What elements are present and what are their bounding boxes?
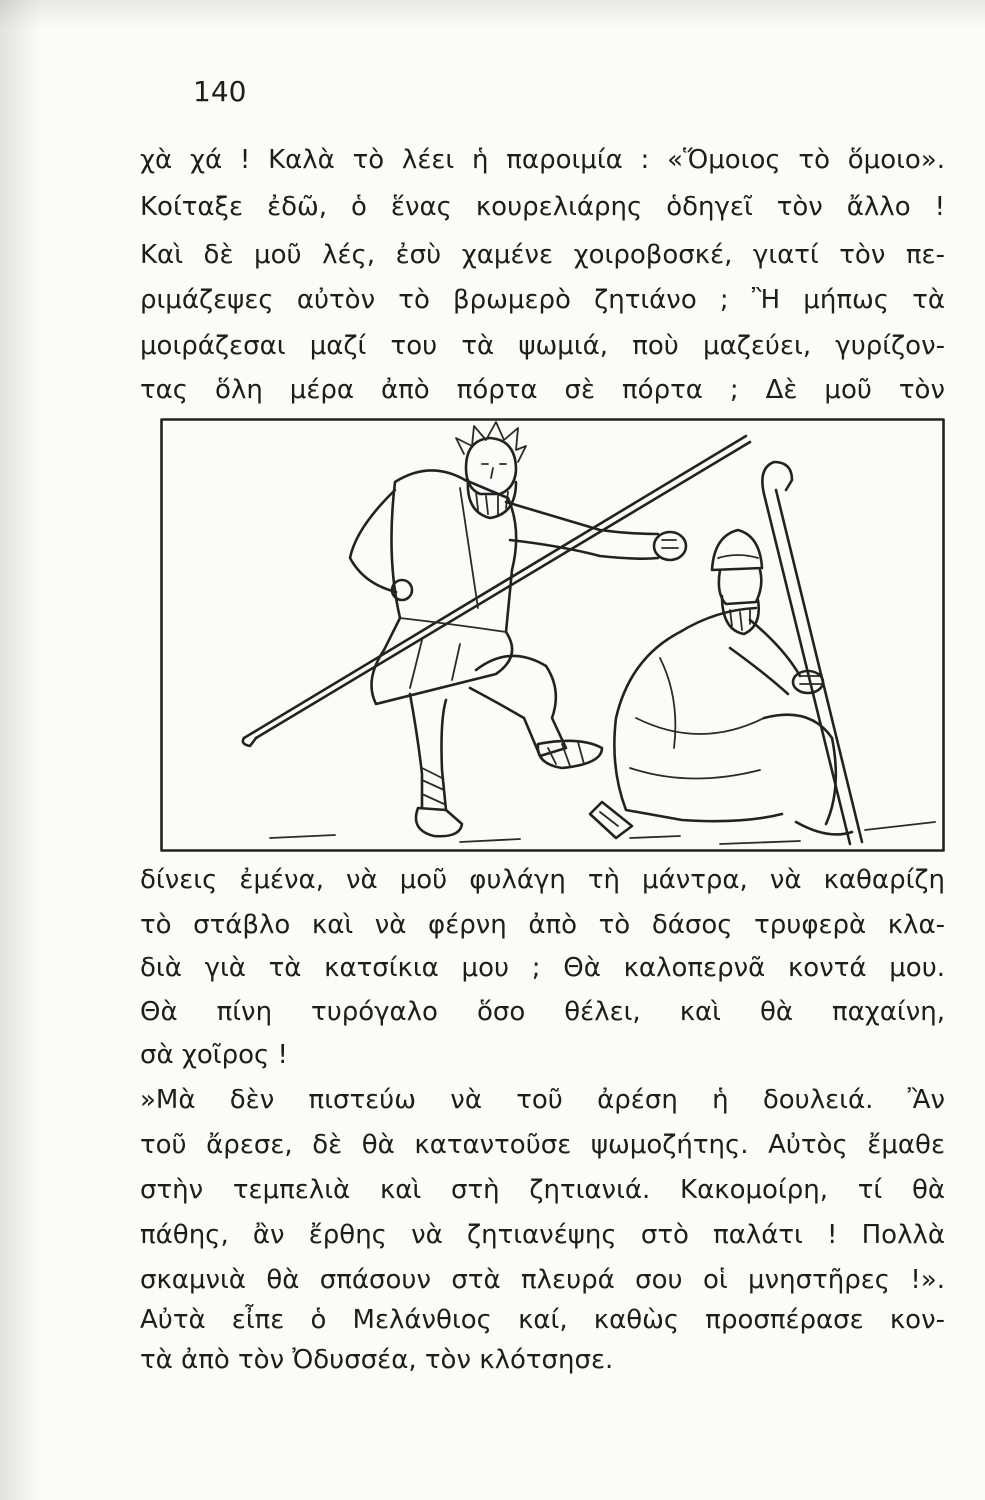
right-arm [506,502,658,534]
long-staff [244,436,746,738]
text-line: τὰ ἀπὸ τὸν Ὀδυσσέα, τὸν κλότσησε. [140,1345,614,1375]
illustration-border [162,420,944,851]
feet [796,822,852,834]
text-line: Αὐτὰ εἶπε ὁ Μελάνθιος καί, καθὼς προσπέρασε κον- [140,1305,945,1335]
hunched-body [614,608,782,821]
text-line: σὰ χοῖρος ! [140,1040,288,1070]
text-line: δίνεις ἐμένα, νὰ μοῦ φυλάγη τὴ μάντρα, νὰ καθαρίζη [140,865,945,895]
knee-and-shin [764,715,836,824]
text-line: Καὶ δὲ μοῦ λές, ἐσὺ χαμένε χοιροβοσκέ, γιατί τὸν πε- [140,240,945,270]
text-line: τοῦ ἄρεσε, δὲ θὰ καταντοῦσε ψωμοζήτης. Αὐτὸς ἔμαθε [140,1130,945,1160]
text-line: Κοίταξε ἐδῶ, ὁ ἕνας κουρελιάρης ὁδηγεῖ τὸν ἄλλο ! [140,192,945,222]
page-number: 140 [193,75,247,108]
head [466,438,516,494]
text-line: διὰ γιὰ τὰ κατσίκια μου ; Θὰ καλοπερνᾶ κοντά μου. [140,953,945,983]
left-arm [350,490,396,592]
crook-staff [762,462,792,494]
face [719,570,761,604]
text-line: Θὰ πίνη τυρόγαλο ὅσο θέλει, καὶ θὰ παχαίνη, [140,997,945,1027]
text-line: μοιράζεσαι μαζί του τὰ ψωμιά, ποὺ μαζεύει, γυρίζον- [140,331,945,361]
back-foot [416,808,462,836]
goatherd-figure [243,422,750,836]
text-line: τας ὅλη μέρα ἀπὸ πόρτα σὲ πόρτα ; Δὲ μοῦ τὸν [140,375,945,405]
text-line: τὸ στάβλο καὶ νὰ φέρνη ἀπὸ τὸ δάσος τρυφερὰ κλα- [140,910,945,940]
text-line: ριμάζεψες αὐτὸν τὸ βρωμερὸ ζητιάνο ; Ἢ μήπως τὰ [140,285,945,315]
text-line: »Μὰ δὲν πιστεύω νὰ τοῦ ἀρέση ἡ δουλειά. Ἂν [140,1085,945,1115]
cap [712,530,762,570]
text-line: χὰ χά ! Καλὰ τὸ λέει ἡ παροιμία : «Ὅμοιος τὸ ὅμοιο». [140,145,945,175]
fist [654,532,686,560]
back-leg [410,694,446,810]
text-line: στὴν τεμπελιὰ καὶ στὴ ζητιανιά. Κακομοίρη, τί θὰ [140,1175,945,1205]
text-line: σκαμνιὰ θὰ σπάσουν στὰ πλευρά σου οἱ μνηστῆρες !». [140,1265,945,1295]
seated-old-man-figure [590,462,862,844]
illustration-frame [160,418,945,852]
text-line: πάθης, ἂν ἔρθης νὰ ζητιανέψης στὸ παλάτι ! Πολλὰ [140,1220,945,1250]
illustration-drawing [160,418,945,852]
